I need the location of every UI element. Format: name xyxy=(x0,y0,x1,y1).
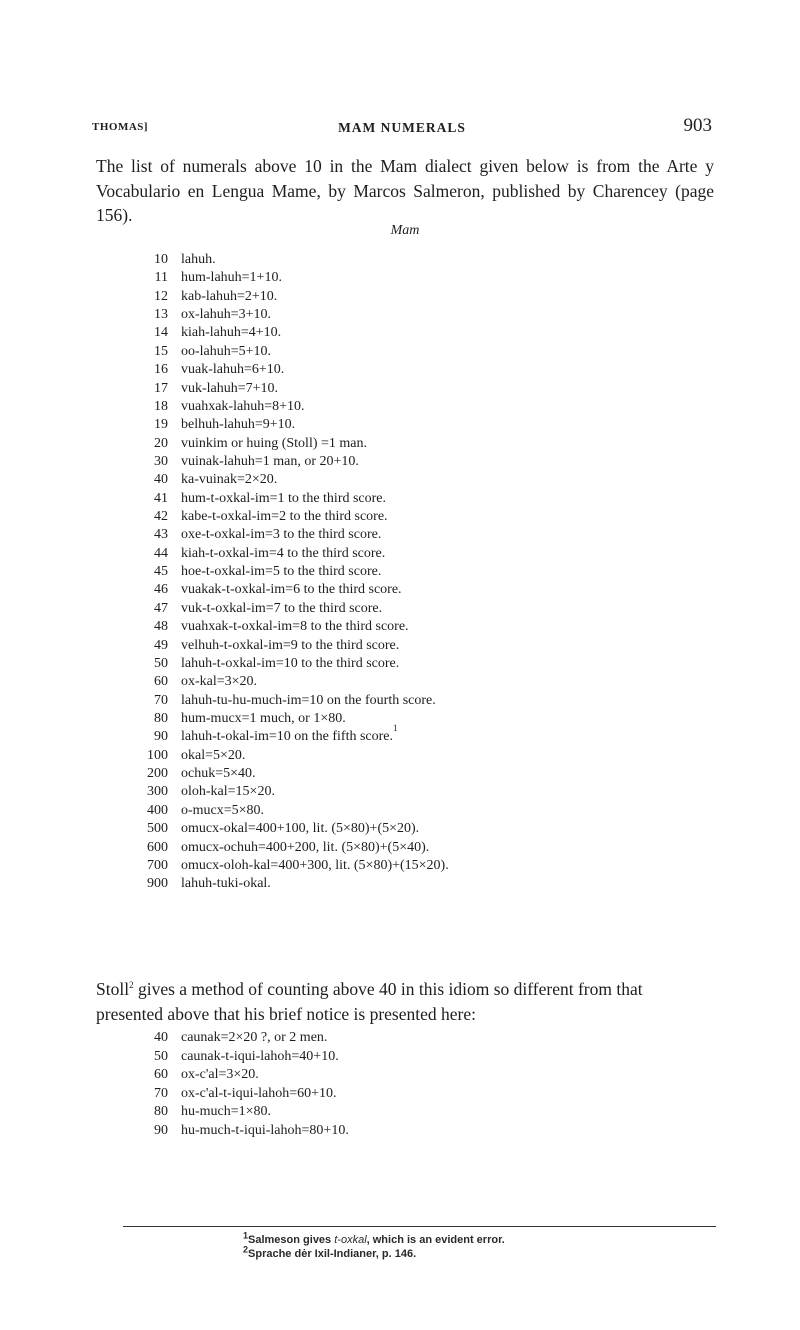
footnote-ref-2: 2 xyxy=(129,980,134,991)
numeral-row xyxy=(140,710,449,728)
stoll-author: Stoll xyxy=(96,979,130,999)
numeral-term: lahuh. xyxy=(181,252,216,267)
numeral-value: 200 xyxy=(147,766,168,782)
numeral-value: 40 xyxy=(154,472,168,488)
numeral-term: ox-c'al=3×20. xyxy=(181,1067,259,1083)
numeral-value: 500 xyxy=(147,821,168,837)
footnote-2 xyxy=(243,1244,505,1261)
numeral-row xyxy=(140,723,449,746)
footnote-divider xyxy=(123,1226,716,1227)
numeral-term: vuinkim or huing (Stoll) =1 man. xyxy=(181,435,367,451)
numeral-row xyxy=(140,398,449,416)
numeral-term: kiah-lahuh=4+10. xyxy=(181,325,282,341)
numeral-value: 70 xyxy=(154,692,168,708)
numeral-row xyxy=(140,783,449,801)
numeral-row xyxy=(140,324,449,342)
numeral-term: caunak-t-iqui-lahoh=40+10. xyxy=(181,1048,339,1064)
numeral-term: lahuh-tu-hu-much-im=10 on the fourth score. xyxy=(181,692,436,708)
numeral-value: 20 xyxy=(154,435,168,451)
numeral-term: hum-mucx=1 much, or 1×80. xyxy=(181,710,346,726)
numeral-row xyxy=(140,1085,349,1104)
numeral-term: ox-c'al-t-iqui-lahoh=60+10. xyxy=(181,1085,337,1101)
numeral-row xyxy=(140,471,449,489)
numeral-value: 14 xyxy=(154,325,168,341)
numeral-row xyxy=(140,288,449,306)
numeral-value: 400 xyxy=(147,802,168,818)
numeral-row xyxy=(140,269,449,287)
header-title: MAM NUMERALS xyxy=(338,120,466,135)
numeral-term: kiah-t-oxkal-im=4 to the third score. xyxy=(181,545,386,561)
numeral-term: vuk-lahuh=7+10. xyxy=(181,380,279,396)
numeral-row xyxy=(140,545,449,563)
numeral-row xyxy=(140,820,449,838)
numeral-value: 11 xyxy=(154,270,168,286)
numeral-value: 45 xyxy=(154,564,168,580)
numeral-value: 90 xyxy=(154,1122,168,1138)
numeral-value: 16 xyxy=(154,362,168,378)
numeral-value: 80 xyxy=(154,1104,168,1120)
header-author: THOMAS] xyxy=(92,121,149,133)
numeral-value: 70 xyxy=(154,1085,168,1101)
numeral-row xyxy=(140,251,449,269)
running-header xyxy=(92,117,712,139)
numeral-row xyxy=(140,343,449,361)
mam-numerals-table xyxy=(140,251,449,894)
numeral-value: 30 xyxy=(154,453,168,469)
numeral-term: omucx-ochuh=400+200, lit. (5×80)+(5×40). xyxy=(181,839,430,855)
numeral-row xyxy=(140,306,449,324)
numeral-row xyxy=(140,1066,349,1085)
numeral-row xyxy=(140,435,449,453)
numeral-row xyxy=(140,655,449,673)
footnote-text: Salmeson gives xyxy=(248,1234,335,1246)
numeral-term: vuk-t-oxkal-im=7 to the third score. xyxy=(181,600,383,616)
numeral-term: vuahxak-t-oxkal-im=8 to the third score. xyxy=(181,619,409,635)
numeral-value: 17 xyxy=(154,380,168,396)
footnote-italic-term: t-oxkal xyxy=(334,1234,367,1246)
numeral-term: vuahxak-lahuh=8+10. xyxy=(181,398,305,414)
numeral-value: 42 xyxy=(154,509,168,525)
numeral-term: lahuh-t-okal-im=10 on the fifth score. xyxy=(181,729,394,745)
footnote-mark: 1 xyxy=(243,1230,249,1241)
numeral-row xyxy=(140,1029,349,1048)
numeral-value: 300 xyxy=(147,784,168,800)
numeral-value: 50 xyxy=(154,655,168,671)
numeral-row xyxy=(140,875,449,893)
footnote-ref-1: 1 xyxy=(393,723,398,734)
numeral-value: 49 xyxy=(154,637,168,653)
numeral-value: 90 xyxy=(154,729,168,745)
numeral-row xyxy=(140,526,449,544)
numeral-row xyxy=(140,747,449,765)
numeral-term: hum-t-oxkal-im=1 to the third score. xyxy=(181,490,387,506)
numeral-row xyxy=(140,600,449,618)
numeral-term: belhuh-lahuh=9+10. xyxy=(181,417,296,433)
numeral-term: kab-lahuh=2+10. xyxy=(181,288,278,304)
numeral-value: 13 xyxy=(154,307,168,323)
numeral-term: ochuk=5×40. xyxy=(181,766,256,782)
numeral-row xyxy=(140,857,449,875)
numeral-row xyxy=(140,765,449,783)
numeral-value: 48 xyxy=(154,619,168,635)
numeral-row xyxy=(140,618,449,636)
numeral-term: oloh-kal=15×20. xyxy=(181,784,275,800)
numeral-row xyxy=(140,839,449,857)
numeral-value: 80 xyxy=(154,710,168,726)
numeral-term: caunak=2×20 ?, or 2 men. xyxy=(181,1030,328,1045)
numeral-term: oxe-t-oxkal-im=3 to the third score. xyxy=(181,527,382,543)
numeral-term: vuinak-lahuh=1 man, or 20+10. xyxy=(181,453,359,469)
numeral-row xyxy=(140,802,449,820)
numeral-value: 18 xyxy=(154,398,168,414)
numeral-term: omucx-okal=400+100, lit. (5×80)+(5×20). xyxy=(181,821,420,837)
numeral-term: ox-lahuh=3+10. xyxy=(181,307,272,323)
numeral-value: 100 xyxy=(147,747,168,763)
stoll-paragraph xyxy=(96,977,714,1026)
numeral-value: 40 xyxy=(154,1030,168,1045)
numeral-row xyxy=(140,673,449,691)
numeral-term: hoe-t-oxkal-im=5 to the third score. xyxy=(181,564,382,580)
numeral-term: vuakak-t-oxkal-im=6 to the third score. xyxy=(181,582,402,598)
numeral-row xyxy=(140,581,449,599)
numeral-term: o-mucx=5×80. xyxy=(181,802,265,818)
numeral-value: 43 xyxy=(154,527,168,543)
numeral-term: lahuh-t-oxkal-im=10 to the third score. xyxy=(181,655,400,671)
numeral-row xyxy=(140,1103,349,1122)
numeral-value: 60 xyxy=(154,1067,168,1083)
numeral-row xyxy=(140,380,449,398)
numeral-row xyxy=(140,453,449,471)
numeral-row xyxy=(140,490,449,508)
numeral-row xyxy=(140,692,449,710)
numeral-term: hu-much=1×80. xyxy=(181,1104,272,1120)
numeral-value: 600 xyxy=(147,839,168,855)
numeral-row xyxy=(140,508,449,526)
numeral-value: 19 xyxy=(154,417,168,433)
footnote-text-end: , which is an evident error. xyxy=(366,1234,505,1246)
page-number: 903 xyxy=(683,115,712,136)
numeral-term: hu-much-t-iqui-lahoh=80+10. xyxy=(181,1122,349,1138)
numeral-value: 60 xyxy=(154,674,168,690)
numeral-value: 900 xyxy=(147,876,168,892)
numeral-term: oo-lahuh=5+10. xyxy=(181,343,272,359)
numeral-term: ka-vuinak=2×20. xyxy=(181,472,278,488)
numeral-value: 41 xyxy=(154,490,168,506)
numeral-term: omucx-oloh-kal=400+300, lit. (5×80)+(15×20). xyxy=(181,857,449,873)
numeral-term: velhuh-t-oxkal-im=9 to the third score. xyxy=(181,637,400,653)
numeral-term: okal=5×20. xyxy=(181,747,246,763)
numeral-value: 10 xyxy=(154,252,168,267)
footnote-1 xyxy=(243,1230,505,1247)
numeral-term: ox-kal=3×20. xyxy=(181,674,258,690)
table-heading: Mam xyxy=(390,223,420,238)
stoll-paragraph-text: gives a method of counting above 40 in this idiom so different from that presented above that his brief notice is presented here: xyxy=(96,979,643,1024)
intro-paragraph: The list of numerals above 10 in the Mam dialect given below is from the Arte y Vocabulario en Lengua Mame, by Marcos Salmeron, published by Charencey (page 156). xyxy=(96,156,714,225)
stoll-numerals-table xyxy=(140,1029,349,1141)
numeral-value: 46 xyxy=(154,582,168,598)
numeral-row xyxy=(140,361,449,379)
numeral-value: 47 xyxy=(154,600,168,616)
numeral-term: kabe-t-oxkal-im=2 to the third score. xyxy=(181,509,388,525)
numeral-value: 12 xyxy=(154,288,168,304)
numeral-term: lahuh-tuki-okal. xyxy=(181,876,271,892)
numeral-value: 50 xyxy=(154,1048,168,1064)
numeral-term: hum-lahuh=1+10. xyxy=(181,270,282,286)
numeral-row xyxy=(140,416,449,434)
numeral-value: 44 xyxy=(154,545,168,561)
numeral-row xyxy=(140,563,449,581)
footnote-mark: 2 xyxy=(243,1244,249,1255)
footnote-text: Sprache dėr Ixil-Indianer, p. 146. xyxy=(248,1248,417,1260)
numeral-row xyxy=(140,1048,349,1067)
numeral-value: 700 xyxy=(147,857,168,873)
numeral-value: 15 xyxy=(154,343,168,359)
numeral-term: vuak-lahuh=6+10. xyxy=(181,362,285,378)
footnotes xyxy=(243,1230,505,1261)
numeral-row xyxy=(140,637,449,655)
numeral-row xyxy=(140,1122,349,1141)
